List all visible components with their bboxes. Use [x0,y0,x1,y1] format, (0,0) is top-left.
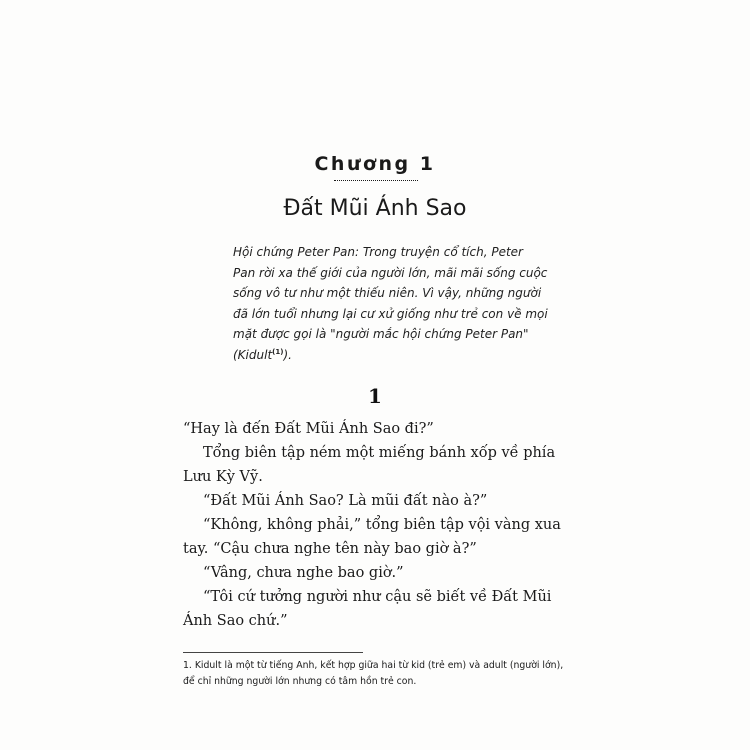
epigraph-closing: ). [283,347,292,362]
footnote-marker: (1) [272,347,284,356]
footnote-divider [183,652,363,653]
epigraph-line: Pan rời xa thế giới của người lớn, mãi mãi sống cuộc [233,265,548,280]
epigraph-line: đã lớn tuổi nhưng lại cư xử giống như trẻ con về mọi [233,306,548,321]
body-paragraph: Tổng biên tập ném một miếng bánh xốp về phía Lưu Kỳ Vỹ. [183,445,556,485]
body-paragraph: “Hay là đến Đất Mũi Ánh Sao đi?” [183,421,434,437]
body-paragraph: “Đất Mũi Ánh Sao? Là mũi đất nào à?” [203,493,488,509]
chapter-label: Chương 1 [314,153,436,175]
epigraph-line: Hội chứng Peter Pan: Trong truyện cổ tích, Peter [233,245,523,259]
epigraph-line: sống vô tư như một thiếu niên. Vì vậy, những người [233,286,542,300]
epigraph-line: mặt được gọi là "người mắc hội chứng Peter Pan" [233,327,529,341]
section-number: 1 [368,384,382,408]
epigraph-last-line [233,345,523,366]
chapter-title: Đất Mũi Ánh Sao [283,196,467,221]
body-paragraph: “Vâng, chưa nghe bao giờ.” [203,565,404,581]
body-text [183,417,568,633]
body-paragraph: “Tôi cứ tưởng người như cậu sẽ biết về Đất Mũi Ánh Sao chứ.” [183,589,552,629]
footnote-line: 1. Kidult là một từ tiếng Anh, kết hợp giữa hai từ kid (trẻ em) và adult (người lớn), [183,660,564,671]
epigraph [233,242,548,365]
footnote [183,658,573,690]
epigraph-kidult-text: (Kidult [233,347,273,362]
footnote-line: để chỉ những người lớn nhưng có tâm hồn trẻ con. [183,676,417,687]
chapter-dotted-rule [334,180,418,181]
body-paragraph: “Không, không phải,” tổng biên tập vội vàng xua tay. “Cậu chưa nghe tên này bao giờ à?” [183,517,561,557]
